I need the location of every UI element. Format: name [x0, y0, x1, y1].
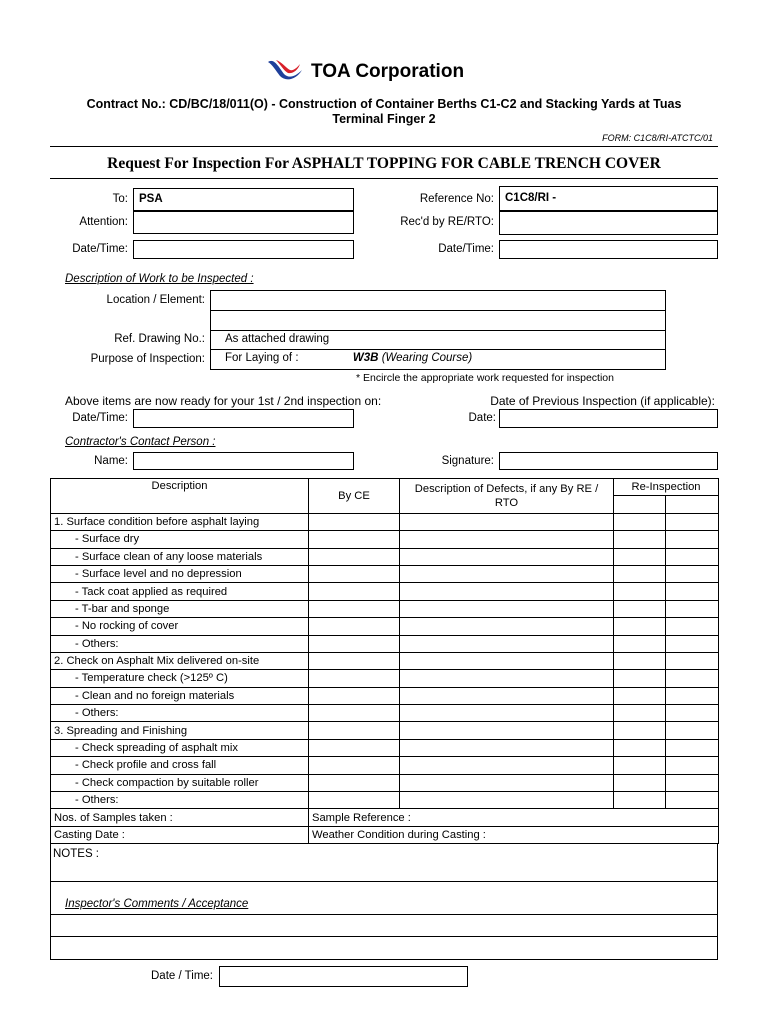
to-label: To:: [112, 193, 128, 205]
header-by-ce: By CE: [309, 479, 400, 514]
row-cell-by-ce[interactable]: [309, 792, 400, 809]
row-cell-description: - Others:: [51, 635, 309, 652]
header-reinspection: Re-Inspection: [614, 479, 719, 496]
table-row: [51, 687, 719, 704]
row-cell-reinspect-1[interactable]: [614, 548, 666, 565]
row-cell-reinspect-1[interactable]: [614, 792, 666, 809]
notes-divider-1: [51, 881, 717, 882]
notes-box[interactable]: [50, 843, 718, 960]
row-cell-by-ce[interactable]: [309, 513, 400, 530]
row-cell-reinspect-2[interactable]: [666, 687, 719, 704]
row-cell-description: - Clean and no foreign materials: [51, 687, 309, 704]
drawing-field[interactable]: As attached drawing: [210, 330, 666, 350]
header-rule-top: [50, 146, 718, 147]
work-section-title: Description of Work to be Inspected :: [65, 273, 254, 285]
row-cell-defects[interactable]: [400, 513, 614, 530]
row-cell-defects[interactable]: [400, 583, 614, 600]
row-cell-by-ce[interactable]: [309, 652, 400, 669]
company-logo: [266, 56, 306, 84]
drawing-label: Ref. Drawing No.:: [114, 333, 205, 345]
table-row: [51, 635, 719, 652]
title-prefix: Request For Inspection For: [107, 155, 289, 172]
row-cell-defects[interactable]: [400, 705, 614, 722]
row-cell-by-ce[interactable]: [309, 670, 400, 687]
to-field[interactable]: PSA: [133, 188, 354, 211]
swoosh-bird-logo-icon: [266, 56, 306, 84]
row-cell-description: - Tack coat applied as required: [51, 583, 309, 600]
attention-label: Attention:: [79, 216, 128, 228]
ready-datetime-label: Date/Time:: [72, 412, 128, 424]
row-cell-reinspect-2[interactable]: [666, 670, 719, 687]
reinspection-subcol-2: [666, 496, 719, 513]
contract-label: Contract No.:: [86, 97, 166, 111]
company-name: TOA Corporation: [311, 61, 465, 82]
encircle-note: * Encircle the appropriate work requested for inspection: [356, 372, 614, 384]
reinspection-subcol-1: [614, 496, 666, 513]
table-row: [51, 792, 719, 809]
checklist-body: [51, 513, 719, 809]
table-row: [51, 757, 719, 774]
purpose-code: W3B: [352, 352, 379, 364]
row-cell-by-ce[interactable]: [309, 565, 400, 582]
signature-label: Signature:: [441, 455, 494, 467]
reference-field[interactable]: C1C8/RI -: [499, 186, 718, 211]
casting-row: [51, 826, 719, 843]
previous-date-label: Date:: [468, 412, 496, 424]
datetime2-label: Date/Time:: [438, 243, 494, 255]
row-cell-reinspect-2[interactable]: [666, 722, 719, 739]
footer-datetime-label: Date / Time:: [151, 970, 213, 982]
inspection-checklist-table: [50, 478, 719, 844]
row-cell-reinspect-1[interactable]: [614, 670, 666, 687]
row-cell-defects[interactable]: [400, 531, 614, 548]
row-cell-reinspect-2[interactable]: [666, 739, 719, 756]
notes-divider-2: [51, 914, 717, 915]
purpose-field[interactable]: [210, 349, 666, 370]
row-cell-reinspect-2[interactable]: [666, 792, 719, 809]
row-cell-reinspect-1[interactable]: [614, 757, 666, 774]
row-cell-reinspect-1[interactable]: [614, 513, 666, 530]
row-cell-by-ce[interactable]: [309, 705, 400, 722]
row-cell-description: 3. Spreading and Finishing: [51, 722, 309, 739]
header-defects: Description of Defects, if any By RE / RTO: [400, 479, 614, 514]
table-row: [51, 513, 719, 530]
footer-datetime-field[interactable]: [219, 966, 468, 987]
row-cell-by-ce[interactable]: [309, 548, 400, 565]
previous-inspection-label: Date of Previous Inspection (if applicable):: [490, 394, 715, 408]
table-row: [51, 565, 719, 582]
contract-description: CD/BC/18/011(O) - Construction of Container Berths C1-C2 and Stacking Yards at Tuas: [169, 97, 682, 111]
name-field[interactable]: [133, 452, 354, 470]
row-cell-defects[interactable]: [400, 548, 614, 565]
attention-field[interactable]: [133, 211, 354, 234]
table-row: [51, 618, 719, 635]
row-cell-by-ce[interactable]: [309, 531, 400, 548]
purpose-prefix: For Laying of :: [225, 352, 299, 364]
row-cell-reinspect-2[interactable]: [666, 565, 719, 582]
table-row: [51, 774, 719, 791]
row-cell-description: 1. Surface condition before asphalt laying: [51, 513, 309, 530]
table-row: [51, 548, 719, 565]
row-cell-reinspect-1[interactable]: [614, 774, 666, 791]
row-cell-by-ce[interactable]: [309, 722, 400, 739]
row-cell-by-ce[interactable]: [309, 774, 400, 791]
row-cell-defects[interactable]: [400, 757, 614, 774]
samples-row: [51, 809, 719, 826]
datetime-label: Date/Time:: [72, 243, 128, 255]
contract-line-2: Terminal Finger 2: [332, 112, 436, 126]
row-cell-reinspect-2[interactable]: [666, 652, 719, 669]
sample-reference-label[interactable]: Sample Reference :: [309, 809, 719, 826]
previous-date-field[interactable]: [499, 409, 718, 428]
row-cell-defects[interactable]: [400, 618, 614, 635]
row-cell-reinspect-1[interactable]: [614, 635, 666, 652]
table-row: [51, 583, 719, 600]
row-cell-by-ce[interactable]: [309, 687, 400, 704]
comments-label: Inspector's Comments / Acceptance: [65, 898, 249, 910]
recd-label: Rec'd by RE/RTO:: [400, 216, 494, 228]
row-cell-defects[interactable]: [400, 792, 614, 809]
row-cell-reinspect-1[interactable]: [614, 618, 666, 635]
signature-field[interactable]: [499, 452, 718, 470]
row-cell-by-ce[interactable]: [309, 739, 400, 756]
weather-label[interactable]: Weather Condition during Casting :: [309, 826, 719, 843]
row-cell-reinspect-1[interactable]: [614, 705, 666, 722]
recd-field[interactable]: [499, 211, 718, 235]
row-cell-defects[interactable]: [400, 722, 614, 739]
row-cell-reinspect-2[interactable]: [666, 635, 719, 652]
row-cell-description: - T-bar and sponge: [51, 600, 309, 617]
row-cell-description: - Surface dry: [51, 531, 309, 548]
row-cell-defects[interactable]: [400, 774, 614, 791]
table-row: [51, 531, 719, 548]
table-row: [51, 739, 719, 756]
row-cell-by-ce[interactable]: [309, 635, 400, 652]
table-row: [51, 670, 719, 687]
ready-statement: Above items are now ready for your 1st / 2nd inspection on:: [65, 394, 382, 408]
row-cell-description: - Others:: [51, 792, 309, 809]
row-cell-reinspect-2[interactable]: [666, 705, 719, 722]
row-cell-defects[interactable]: [400, 565, 614, 582]
row-cell-reinspect-1[interactable]: [614, 687, 666, 704]
row-cell-reinspect-2[interactable]: [666, 757, 719, 774]
row-cell-description: - Check profile and cross fall: [51, 757, 309, 774]
row-cell-reinspect-2[interactable]: [666, 600, 719, 617]
table-row: [51, 722, 719, 739]
row-cell-defects[interactable]: [400, 635, 614, 652]
row-cell-defects[interactable]: [400, 687, 614, 704]
notes-divider-3: [51, 936, 717, 937]
row-cell-by-ce[interactable]: [309, 600, 400, 617]
row-cell-by-ce[interactable]: [309, 583, 400, 600]
casting-label: Casting Date :: [51, 826, 309, 843]
row-cell-reinspect-1[interactable]: [614, 600, 666, 617]
row-cell-by-ce[interactable]: [309, 757, 400, 774]
table-header-row: [51, 479, 719, 496]
row-cell-reinspect-1[interactable]: [614, 722, 666, 739]
row-cell-description: - Surface level and no depression: [51, 565, 309, 582]
row-cell-reinspect-2[interactable]: [666, 618, 719, 635]
header-description: Description: [51, 479, 309, 514]
row-cell-description: - Others:: [51, 705, 309, 722]
row-cell-reinspect-2[interactable]: [666, 583, 719, 600]
row-cell-reinspect-1[interactable]: [614, 565, 666, 582]
row-cell-reinspect-2[interactable]: [666, 513, 719, 530]
table-row: [51, 652, 719, 669]
notes-label: NOTES :: [53, 848, 100, 860]
row-cell-description: - Surface clean of any loose materials: [51, 548, 309, 565]
datetime2-field[interactable]: [499, 240, 718, 259]
row-cell-defects[interactable]: [400, 652, 614, 669]
samples-label: Nos. of Samples taken :: [51, 809, 309, 826]
row-cell-reinspect-2[interactable]: [666, 774, 719, 791]
header-rule-bottom: [50, 178, 718, 179]
row-cell-description: 2. Check on Asphalt Mix delivered on-site: [51, 652, 309, 669]
row-cell-description: - Temperature check (>125º C): [51, 670, 309, 687]
contact-section-title: Contractor's Contact Person :: [65, 436, 216, 448]
row-cell-description: - Check spreading of asphalt mix: [51, 739, 309, 756]
row-cell-reinspect-1[interactable]: [614, 739, 666, 756]
page-title: [0, 155, 768, 173]
location-field[interactable]: [210, 290, 666, 311]
contract-line: [0, 97, 768, 111]
table-row: [51, 705, 719, 722]
row-cell-reinspect-2[interactable]: [666, 531, 719, 548]
row-cell-defects[interactable]: [400, 739, 614, 756]
row-cell-reinspect-1[interactable]: [614, 531, 666, 548]
table-row: [51, 600, 719, 617]
location-label: Location / Element:: [106, 294, 205, 306]
reference-label: Reference No:: [419, 193, 494, 205]
purpose-label: Purpose of Inspection:: [90, 353, 205, 365]
location-field-2[interactable]: [210, 310, 666, 331]
datetime-field[interactable]: [133, 240, 354, 259]
ready-datetime-field[interactable]: [133, 409, 354, 428]
title-subject: ASPHALT TOPPING FOR CABLE TRENCH COVER: [291, 155, 661, 172]
row-cell-reinspect-1[interactable]: [614, 652, 666, 669]
row-cell-reinspect-2[interactable]: [666, 548, 719, 565]
purpose-description: (Wearing Course): [381, 352, 473, 364]
row-cell-description: - No rocking of cover: [51, 618, 309, 635]
row-cell-defects[interactable]: [400, 670, 614, 687]
name-label: Name:: [94, 455, 128, 467]
row-cell-defects[interactable]: [400, 600, 614, 617]
row-cell-description: - Check compaction by suitable roller: [51, 774, 309, 791]
row-cell-reinspect-1[interactable]: [614, 583, 666, 600]
form-code: FORM: C1C8/RI-ATCTC/01: [602, 133, 713, 143]
row-cell-by-ce[interactable]: [309, 618, 400, 635]
